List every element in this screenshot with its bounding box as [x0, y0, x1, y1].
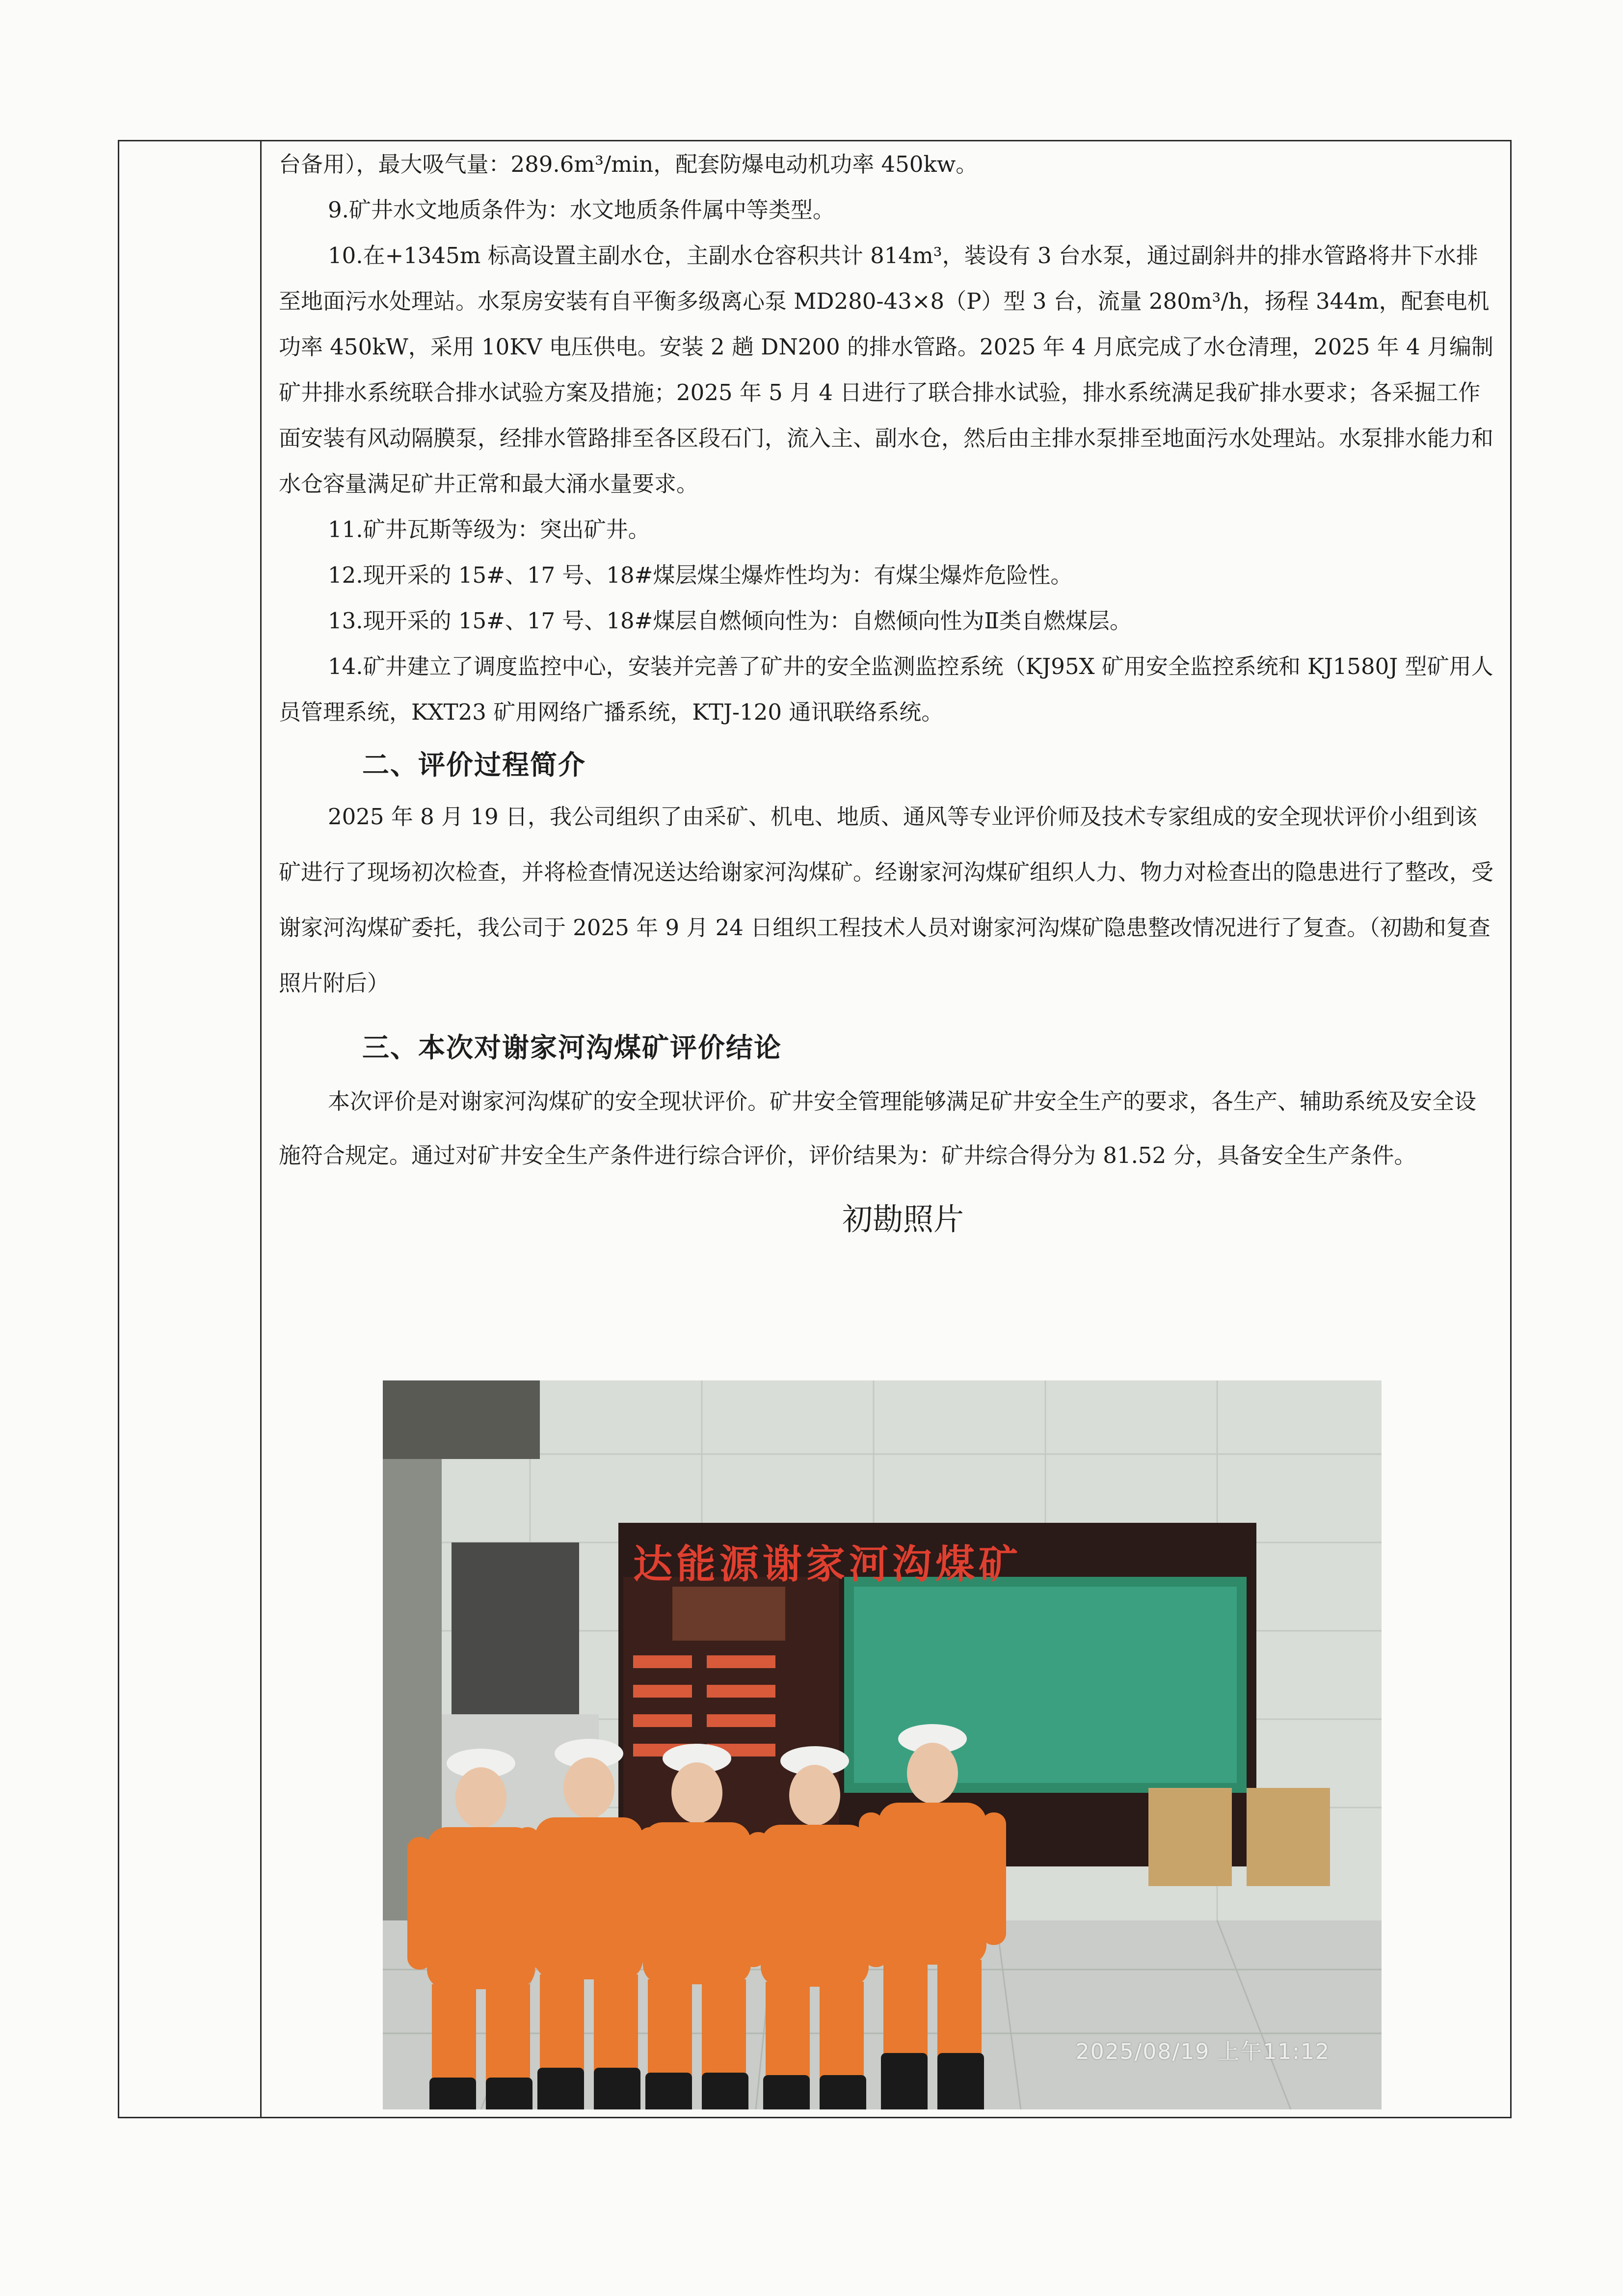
- item-8-continued: 台备用），最大吸气量：289.6m³/min，配套防爆电动机功率 450kw。: [279, 151, 978, 177]
- section-2-text: 2025 年 8 月 19 日，我公司组织了由采矿、机电、地质、通风等专业评价师及技术专家组成的安全现状评价小组到该矿进行了现场初次检查，并将检查情况送达给谢家河沟煤矿。经谢家河沟煤矿组织人力、物力对检查出的隐患进行了整改，受谢家河沟煤矿委托，我公司于 2025 年 9 月 24 日组织工程技术人员对谢家河沟煤矿隐患整改情况进行了复查。（初勘和复查照片附后）: [279, 804, 1494, 996]
- item-10: 10.在+1345m 标高设置主副水仓，主副水仓容积共计 814m³，装设有 3 台水泵，通过副斜井的排水管路将井下水排至地面污水处理站。水泵房安装有自平衡多级离心泵 MD280-43×8（P）型 3 台，流量 280m³/h，扬程 344m，配套电机功率 450kW，采用 10KV 电压供电。安装 2 趟 DN200 的排水管路。2025 年 4 月底完成了水仓清理，2025 年 4 月编制矿井排水系统联合排水试验方案及措施；2025 年 5 月 4 日进行了联合排水试验，排水系统满足我矿排水要求；各采掘工作面安装有风动隔膜泵，经排水管路排至各区段石门，流入主、副水仓，然后由主排水泵排至地面污水处理站。水泵排水能力和水仓容量满足矿井正常和最大涌水量要求。: [279, 243, 1494, 497]
- section-2-heading: 二、评价过程简介: [362, 749, 586, 781]
- site-inspection-photo: [383, 1380, 1382, 2109]
- item-9: 9.矿井水文地质条件为：水文地质条件属中等类型。: [328, 197, 835, 223]
- people-group: [407, 1724, 1006, 2109]
- content-column: [279, 141, 1498, 1246]
- photo-timestamp: 2025/08/19 上午11:12: [1075, 2039, 1330, 2064]
- item-12: 12.现开采的 15#、17 号、18#煤层煤尘爆炸性均为：有煤尘爆炸危险性。: [328, 562, 1073, 588]
- section-3-text: 本次评价是对谢家河沟煤矿的安全现状评价。矿井安全管理能够满足矿井安全生产的要求，各生产、辅助系统及安全设施符合规定。通过对矿井安全生产条件进行综合评价，评价结果为：矿井综合得分为 81.52 分，具备安全生产条件。: [279, 1088, 1477, 1168]
- section-3-heading: 三、本次对谢家河沟煤矿评价结论: [362, 1032, 782, 1063]
- item-13: 13.现开采的 15#、17 号、18#煤层自燃倾向性为：自燃倾向性为Ⅱ类自燃煤层。: [328, 608, 1132, 634]
- photo-scene: [383, 1380, 1382, 2109]
- photo-caption: 初勘照片: [842, 1201, 964, 1237]
- board-title: 达能源谢家河沟煤矿: [633, 1541, 1022, 1587]
- left-label-column: [119, 141, 262, 2117]
- item-14: 14.矿井建立了调度监控中心，安装并完善了矿井的安全监测监控系统（KJ95X 矿用安全监控系统和 KJ1580J 型矿用人员管理系统，KXT23 矿用网络广播系统，KTJ-120 通讯联络系统。: [279, 653, 1493, 725]
- item-11: 11.矿井瓦斯等级为：突出矿井。: [328, 516, 650, 542]
